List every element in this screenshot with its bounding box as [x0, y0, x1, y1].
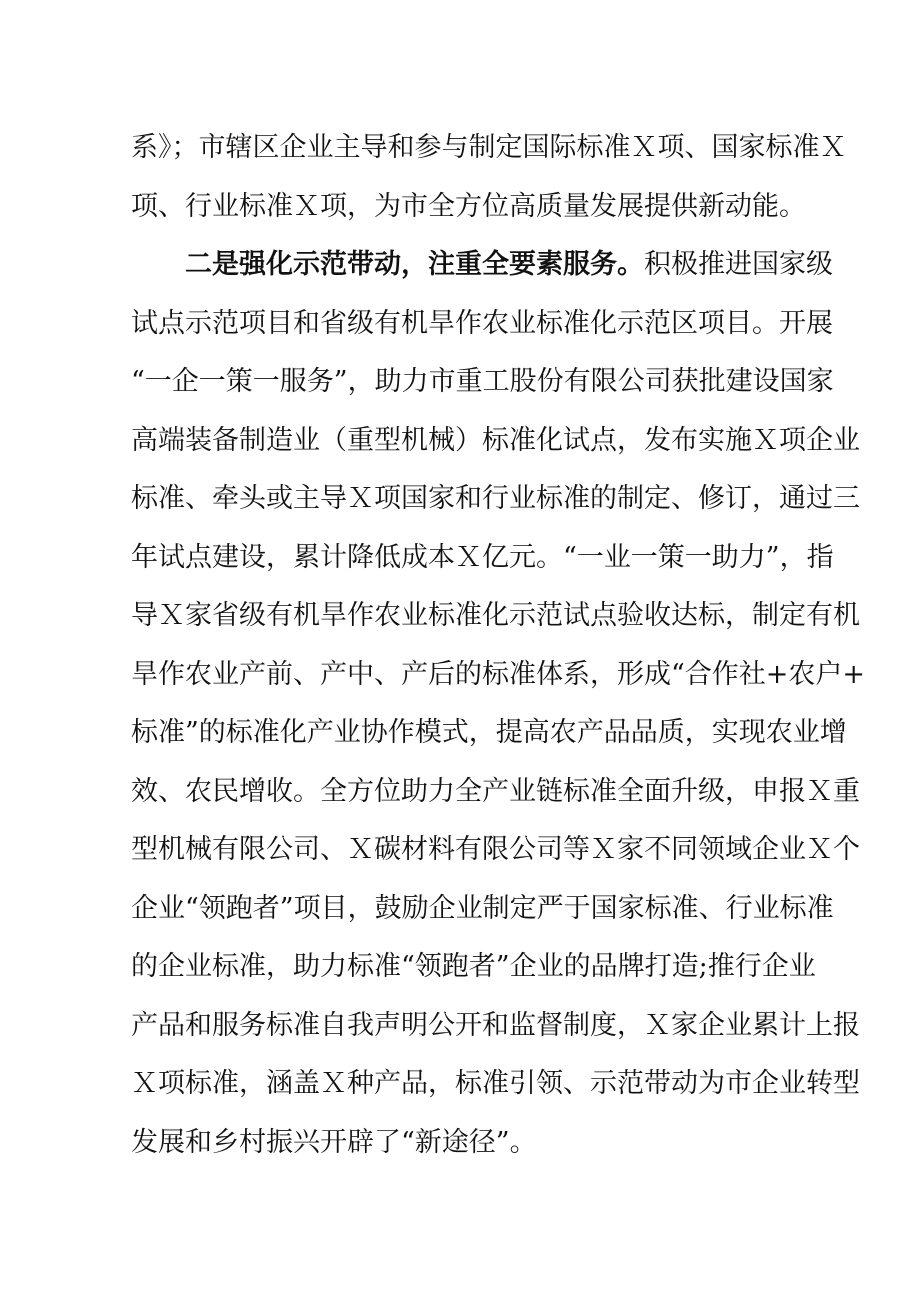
text-line: “一企一策一服务”，助力市重工股份有限公司获批建设国家 — [131, 366, 834, 397]
text-line: 产品和服务标准自我声明公开和监督制度，Ｘ家企业累计上报 — [131, 1009, 860, 1041]
text-line: 型机械有限公司、Ｘ碳材料有限公司等Ｘ家不同领域企业Ｘ个 — [131, 834, 860, 865]
text-line: 旱作农业产前、产中、产后的标准体系，形成“合作社+农户+ — [131, 658, 866, 690]
text-line: 年试点建设，累计降低成本Ｘ亿元。“一业一策一助力”，指 — [131, 541, 834, 573]
text-line: 标准、牵头或主导Ｘ项国家和行业标准的制定、修订，通过三 — [131, 483, 860, 514]
text-line-rest: 积极推进国家级 — [644, 249, 833, 280]
paragraph-2 — [131, 236, 866, 1172]
text-line: 高端装备制造业（重型机械）标准化试点，发布实施Ｘ项企业 — [131, 424, 860, 456]
text-line: 导Ｘ家省级有机旱作农业标准化示范试点验收达标，制定有机 — [131, 600, 860, 631]
text-line: 项、行业标准Ｘ项，为市全方位高质量发展提供新动能。 — [131, 190, 806, 222]
paragraph-1 — [131, 119, 847, 236]
text-line: Ｘ项标准，涵盖Ｘ种产品，标准引领、示范带动为市企业转型 — [131, 1068, 860, 1099]
text-line: 企业“领跑者”项目，鼓励企业制定严于国家标准、行业标准 — [131, 892, 834, 924]
section-heading: 二是强化示范带动，注重全要素服务。 — [185, 249, 644, 280]
body-text — [131, 119, 866, 1172]
text-line: 标准”的标准化产业协作模式，提高农产品品质，实现农业增 — [131, 717, 847, 748]
text-line: 效、农民增收。全方位助力全产业链标准全面升级，申报Ｘ重 — [131, 775, 860, 807]
paragraph-first-line — [131, 236, 833, 295]
text-line: 系》；市辖区企业主导和参与制定国际标准Ｘ项、国家标准Ｘ — [131, 132, 847, 163]
text-line: 试点示范项目和省级有机旱作农业标准化示范区项目。开展 — [131, 307, 833, 339]
text-line: 发展和乡村振兴开辟了“新途径”。 — [131, 1126, 537, 1158]
text-line: 的企业标准，助力标准“领跑者”企业的品牌打造;推行企业 — [131, 951, 816, 982]
